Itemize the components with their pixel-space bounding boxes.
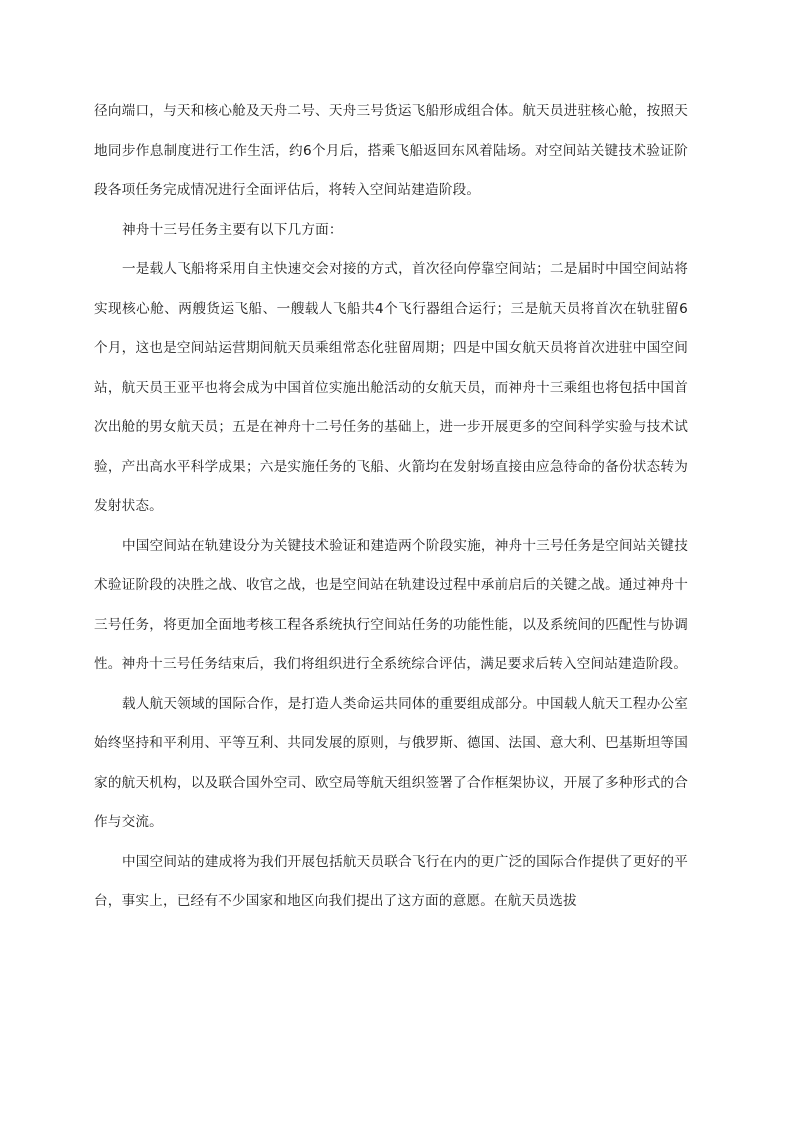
paragraph-station-platform: 中国空间站的建成将为我们开展包括航天员联合飞行在内的更广泛的国际合作提供了更好的平台，事实上，已经有不少国家和地区向我们提出了这方面的意愿。在航天员选拔 [94,853,688,909]
paragraph-continued: 径向端口，与天和核心舱及天舟二号、天舟三号货运飞船形成组合体。航天员进驻核心舱，按照天地同步作息制度进行工作生活，约6个月后，搭乘飞船返回东风着陆场。对空间站关键技术验证阶段各项任务完成情况进行全面评估后，将转入空间站建造阶段。 [94,103,688,198]
paragraph-mission-points: 一是载人飞船将采用自主快速交会对接的方式，首次径向停靠空间站；二是届时中国空间站将实现核心舱、两艘货运飞船、一艘载人飞船共4个飞行器组合运行；三是航天员将首次在轨驻留6个月，这也是空间站运营期间航天员乘组常态化驻留周期；四是中国女航天员将首次进驻中国空间站，航天员王亚平也将会成为中国首位实施出舱活动的女航天员，而神舟十三乘组也将包括中国首次出舱的男女航天员；五是在神舟十二号任务的基础上，进一步开展更多的空间科学实验与技术试验，产出高水平科学成果；六是实施任务的飞船、火箭均在发射场直接由应急待命的备份状态转为发射状态。 [94,261,688,514]
paragraph-mission-intro: 神舟十三号任务主要有以下几方面： [122,221,343,238]
paragraph-international-cooperation: 载人航天领域的国际合作，是打造人类命运共同体的重要组成部分。中国载人航天工程办公室始终坚持和平利用、平等互利、共同发展的原则，与俄罗斯、德国、法国、意大利、巴基斯坦等国家的航天机构，以及联合国外空司、欧空局等航天组织签署了合作框架协议，开展了多种形式的合作与交流。 [94,695,688,830]
document-body [94,92,688,922]
paragraph-station-construction: 中国空间站在轨建设分为关键技术验证和建造两个阶段实施，神舟十三号任务是空间站关键技术验证阶段的决胜之战、收官之战，也是空间站在轨建设过程中承前启后的关键之战。通过神舟十三号任务，将更加全面地考核工程各系统执行空间站任务的功能性能，以及系统间的匹配性与协调性。神舟十三号任务结束后，我们将组织进行全系统综合评估，满足要求后转入空间站建造阶段。 [94,537,688,672]
